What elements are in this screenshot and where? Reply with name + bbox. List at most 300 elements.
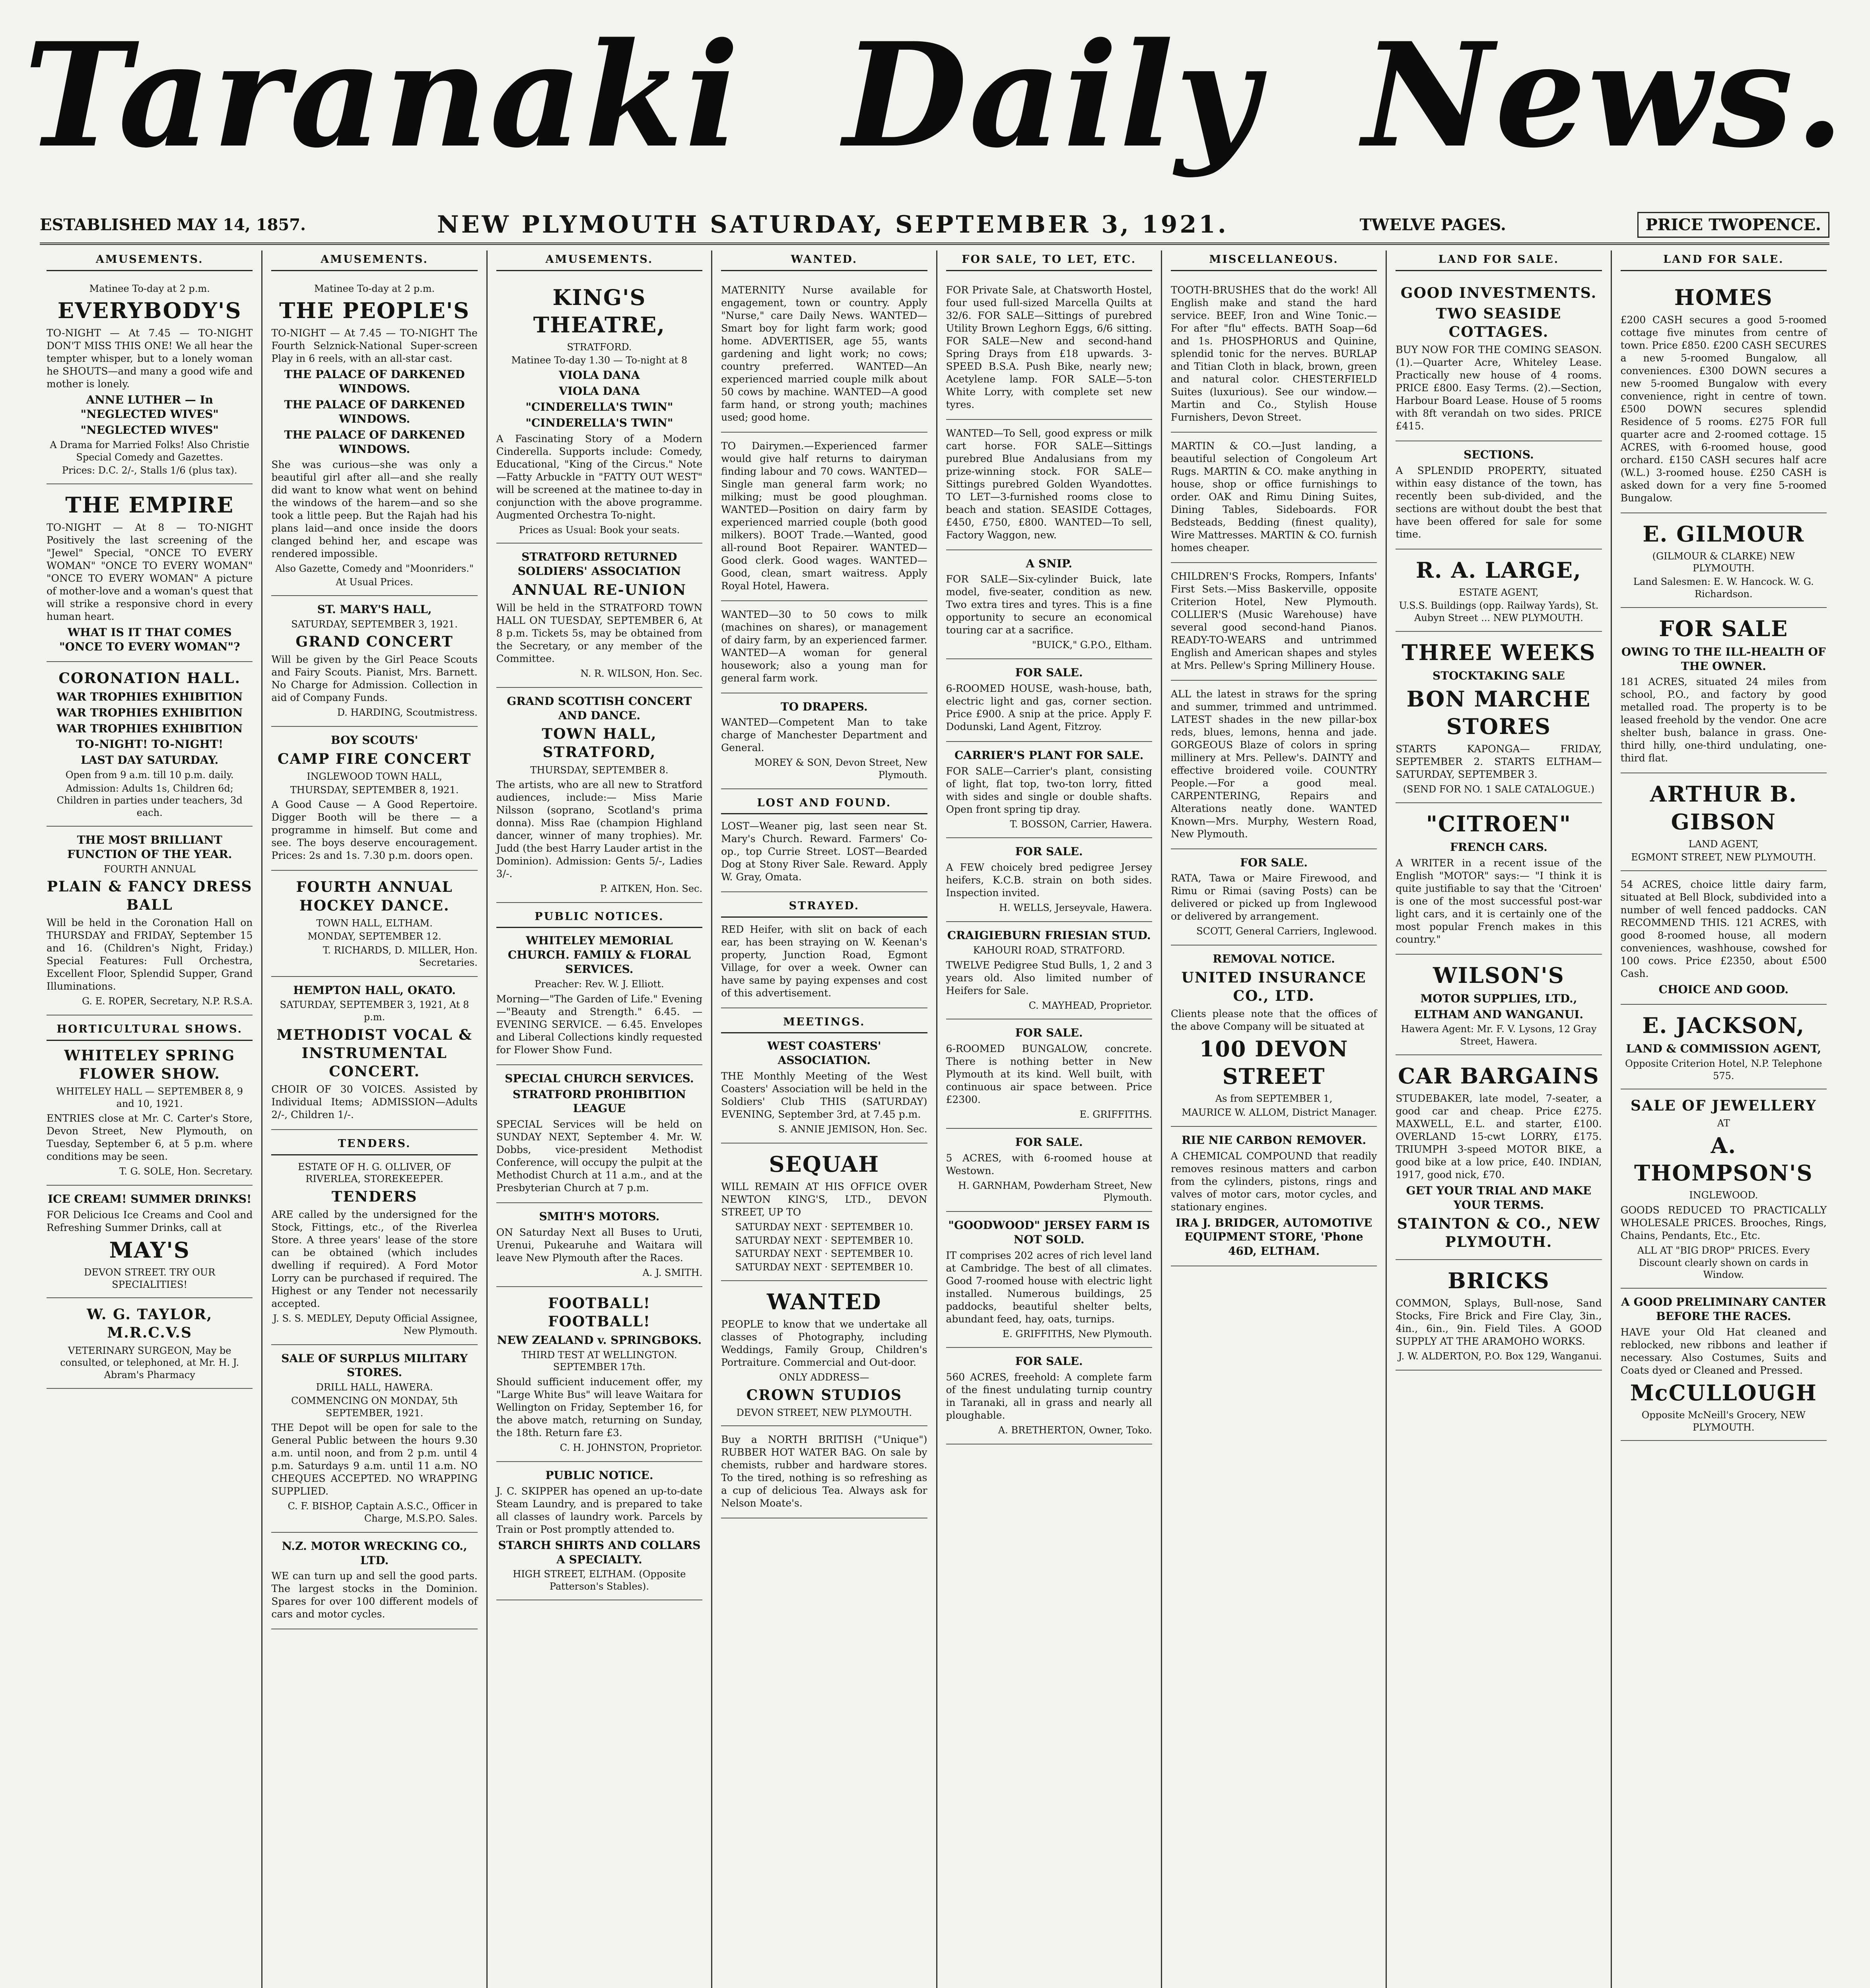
- ad-title: R. A. LARGE,: [1416, 557, 1582, 583]
- ad-head: ST. MARY'S HALL,: [317, 602, 432, 616]
- ad-signature: T. RICHARDS, D. MILLER, Hon. Secretaries.: [323, 945, 478, 968]
- ad-signature: C. F. BISHOP, Captain A.S.C., Officer in Charge, M.S.P.O. Sales.: [288, 1501, 478, 1524]
- ad-body: Should sufficient inducement offer, my "Large White Bus" will leave Waitara for Wellington on Friday, September 16, for the above match, returning on Sunday, the 18th. Return fare £3.: [496, 1376, 703, 1439]
- ad-title: WHITELEY MEMORIAL CHURCH. FAMILY & FLORAL SERVICES.: [507, 934, 691, 976]
- ad-signature: MOREY & SON, Devon Street, New Plymouth.: [754, 757, 927, 781]
- advert-bon-marche: [1396, 632, 1602, 803]
- ad-title: W. G. TAYLOR, M.R.C.V.S: [87, 1306, 213, 1342]
- advert-flower-show: [47, 1015, 253, 1186]
- ad-date: SATURDAY, SEPTEMBER 3, 1921, At 8 p.m.: [280, 999, 469, 1023]
- ad-signature: J. S. S. MEDLEY, Deputy Official Assignee, New Plymouth.: [273, 1313, 478, 1336]
- ad-agent: Hawera Agent: Mr. F. V. Lysons, 12 Gray Street, Hawera.: [1401, 1023, 1597, 1047]
- ad-title: SALE OF JEWELLERY: [1631, 1097, 1817, 1114]
- advert-coronation-hall: [47, 662, 253, 827]
- ad-title: E. GILMOUR: [1643, 521, 1805, 547]
- ad-body: TWELVE Pedigree Stud Bulls, 1, 2 and 3 years old. Also limited number of Heifers for Sale.: [946, 959, 1152, 996]
- advert-kings-theatre: [496, 277, 702, 544]
- ad-preacher: Preacher: Rev. W. J. Elliott.: [535, 978, 664, 990]
- ad-head: REMOVAL NOTICE.: [1213, 952, 1335, 966]
- ad-head: SPECIAL CHURCH SERVICES.: [505, 1072, 694, 1085]
- advert-buick: [946, 550, 1152, 660]
- ad-body: CHILDREN'S Frocks, Rompers, Infants' First Sets.—Miss Baskerville, opposite Criterion Hotel, New Plymouth. COLLIER'S (Music Warehouse) have several good second-hand Pianos. READY-TO-WEARS and untrimmed English and American shapes and styles at Mrs. Pellew's Spring Millinery House.: [1170, 570, 1377, 671]
- ad-title: TENDERS: [331, 1188, 418, 1205]
- ad-note: ALL AT "BIG DROP" PRICES. Every Discount clearly shown on cards in Window.: [1637, 1245, 1810, 1281]
- ad-prices: Prices as Usual: Book your seats.: [519, 524, 680, 536]
- ad-head: RIE NIE CARBON REMOVER.: [1182, 1133, 1367, 1147]
- advert-whiteley-church: [496, 903, 702, 1065]
- ad-body: Morning—"The Garden of Life." Evening—"Beauty and Strength." 6.45. — EVENING SERVICE. — 6.45. Envelopes and Liberal Collections kindly requested for Flower Show Fund.: [496, 993, 703, 1056]
- masthead-word-3: News.: [1362, 11, 1846, 179]
- ad-body: TO-NIGHT — At 8 — TO-NIGHT Positively the last screening of the "Jewel" Special, "ONCE TO EVERY WOMAN" "ONCE TO EVERY WOMAN" "ONCE TO EVERY WOMAN" A picture of mother-love and a woman's quest that will strike a responsive chord in every human heart.: [47, 522, 253, 623]
- ad-body: RATA, Tawa or Maire Firewood, and Rimu or Rimai (saving Posts) can be delivered or picked up from Inglewood or delivered by arrangement.: [1170, 872, 1377, 922]
- ad-body: A CHEMICAL COMPOUND that readily removes resinous matters and carbon from the cylinders, pistons, rings and valves of motor cars, motor cycles, and stationary engines.: [1170, 1150, 1377, 1213]
- ad-feature: "NEGLECTED WIVES": [80, 423, 219, 437]
- ad-date: COMMENCING ON MONDAY, 5th SEPTEMBER, 1921.: [291, 1395, 458, 1419]
- masthead: [24, 8, 1846, 183]
- ad-body: COMMON, Splays, Bull-nose, Sand Stocks, Fire Brick and Fire Clay, 3in., 4in., 6in., 9in. Field Tiles. A GOOD SUPPLY AT THE ARAMOHO WORKS.: [1396, 1297, 1602, 1347]
- ad-body: WE can turn up and sell the good parts. The largest stocks in the Dominion. Spares for over 100 different models of cars and motor cycles.: [271, 1570, 478, 1620]
- section-strayed: [721, 892, 927, 1008]
- ad-signature: "BUICK," G.P.O., Eltham.: [1032, 639, 1152, 651]
- ad-date: SATURDAY, SEPTEMBER 3, 1921.: [291, 618, 458, 630]
- advert-st-marys: [271, 596, 477, 727]
- section-meetings: [721, 1008, 927, 1143]
- ad-body: HAVE your Old Hat cleaned and reblocked, new ribbons and leather if necessary. Also Costumes, Suits and Coats dyed or Cleaned and Pressed.: [1620, 1326, 1827, 1376]
- ad-sub: FOURTH ANNUAL: [103, 863, 196, 875]
- ad-test: THIRD TEST AT WELLINGTON. SEPTEMBER 17th.: [521, 1349, 677, 1373]
- price-label: PRICE TWOPENCE.: [1637, 212, 1829, 238]
- ad-date: THURSDAY, SEPTEMBER 8.: [530, 764, 669, 776]
- established-label: ESTABLISHED MAY 14, 1857.: [40, 215, 306, 234]
- ad-signature: J. W. ALDERTON, P.O. Box 129, Wanganui.: [1398, 1350, 1602, 1362]
- ad-play: "CINDERELLA'S TWIN": [525, 416, 673, 429]
- ad-head: SMITH'S MOTORS.: [539, 1210, 660, 1223]
- ad-body: A Good Cause — A Good Repertoire. Digger Booth will be there — a programme in himself. But come and see. The boys deserve encouragement. Prices: 2s and 1s. 7.30 p.m. doors open.: [271, 799, 478, 862]
- advert-gilmour: [1621, 513, 1827, 608]
- ad-also: Also Gazette, Comedy and "Moonriders.": [275, 563, 474, 575]
- ad-body: TO-NIGHT — At 7.45 — TO-NIGHT The Fourth Selznick-National Super-screen Play in 6 reels, with an all-star cast.: [271, 327, 478, 365]
- ad-body: VETERINARY SURGEON, May be consulted, or telephoned, at Mr. H. J. Abram's Pharmacy: [60, 1345, 239, 1380]
- ad-note: (SEND FOR NO. 1 SALE CATALOGUE.): [1403, 784, 1595, 795]
- ad-address: U.S.S. Buildings (opp. Railway Yards), St. Aubyn Street ... NEW PLYMOUTH.: [1399, 600, 1599, 624]
- ad-signature: G. E. ROPER, Secretary, N.P. R.S.A.: [82, 996, 253, 1007]
- ad-headline: WAR TROPHIES EXHIBITION: [56, 706, 243, 719]
- ad-hall: INGLEWOOD TOWN HALL,: [307, 771, 442, 782]
- column-heading: AMUSEMENTS.: [47, 250, 253, 271]
- ad-last-day: LAST DAY SATURDAY.: [81, 753, 219, 767]
- ad-title: CAMP FIRE CONCERT: [277, 750, 472, 767]
- ad-title: "CITROEN": [1426, 811, 1571, 837]
- advert-motor-wrecking: [271, 1533, 477, 1630]
- ad-estate: ESTATE OF H. G. OLLIVER, OF RIVERLEA, STOREKEEPER.: [298, 1161, 451, 1185]
- ad-date: THURSDAY, SEPTEMBER 8, 1921.: [290, 784, 459, 796]
- ad-feature: ANNE LUTHER — In "NEGLECTED WIVES": [80, 393, 219, 421]
- ad-sub: MOTOR SUPPLIES, LTD.,: [1420, 992, 1577, 1005]
- dateline: [40, 207, 1829, 245]
- masthead-word-2: Daily: [843, 11, 1260, 179]
- classified-misc-3: [1171, 563, 1377, 681]
- ad-title: WILSON'S: [1433, 962, 1565, 988]
- advert-goodwood-farm: [946, 1212, 1152, 1348]
- ad-body: 6-ROOMED HOUSE, wash-house, bath, electric light and gas, corner section. Price £900. A snip at the price. Apply F. Dodunski, Land Agent, Fitzroy.: [946, 682, 1152, 732]
- ad-headline: WAR TROPHIES EXHIBITION: [56, 690, 243, 703]
- ad-feature: THE PALACE OF DARKENED WINDOWS.: [284, 368, 465, 396]
- advert-hot-water-bag: [721, 1426, 927, 1518]
- advert-smiths-motors: [496, 1203, 702, 1287]
- advert-for-sale-181: [1621, 608, 1827, 774]
- ad-signature: D. HARDING, Scoutmistress.: [337, 707, 478, 718]
- advert-removal-notice: [1171, 945, 1377, 1127]
- advert-house: [946, 659, 1152, 742]
- ad-address: DEVON STREET. TRY OUR SPECIALITIES!: [84, 1266, 216, 1290]
- ad-desc: A Fascinating Story of a Modern Cinderella. Supports include: Comedy, Educational, "King of the Circus." Note—Fatty Arbuckle in "FATTY OUT WEST" will be screened at the matinee to-day in conjunction with the above programme. Augmented Orchestra To-night.: [496, 433, 703, 521]
- advert-carbon-remover: [1171, 1127, 1377, 1266]
- masthead-word-1: Taranaki: [24, 11, 741, 179]
- ad-desc: She was curious—she was only a beautiful girl after all—and she really did want to know what went on behind the windows of the harem—and so she took a little peep. But the Rajah had his plans laid—and once inside the doors clanged behind her, and escape was rendered impossible.: [271, 459, 478, 560]
- ad-body: TOOTH-BRUSHES that do the work! All English make and stand the hard service. BEEF, Iron and Wine Tonic.—For after "flu" effects. BATH Soap—6d and 1s. PHOSPHORUS and Quinine, splendid tonic for the nerves. BURLAP and Titian Cloth in black, brown, green and natural color. CHESTERFIELD Suites (luxurious). See our window.—Martin and Co., Stylish House Furnishers, Devon Street.: [1170, 284, 1377, 423]
- ad-body: The artists, who are all new to Stratford audiences, include:— Miss Marie Nilsson (soprano, Scotland's prima donna). Miss Rae (champion Highland dancer, winner of many trophies). Mr. Judd (the best Harry Lauder artist in the Dominion). Admission: Gents 5/-, Ladies 3/-.: [496, 779, 703, 880]
- ad-signature: MAURICE W. ALLOM, District Manager.: [1182, 1107, 1377, 1118]
- ad-head: PUBLIC NOTICE.: [545, 1468, 653, 1482]
- ad-title: WEST COASTERS' ASSOCIATION.: [767, 1039, 881, 1067]
- ad-cta: GET YOUR TRIAL AND MAKE YOUR TERMS.: [1406, 1184, 1592, 1211]
- ad-body: A SPLENDID PROPERTY, situated within easy distance of the town, has recently been sub-divided, and the sections are without doubt the best that have been offered for sale for some time.: [1396, 464, 1602, 540]
- ad-signature: E. GRIFFITHS, New Plymouth.: [1002, 1328, 1152, 1340]
- ad-title: WHITELEY SPRING FLOWER SHOW.: [64, 1047, 235, 1082]
- ad-body: 560 ACRES, freehold: A complete farm of the finest undulating turnip country in Taranaki, all in grass and nearly all ploughable.: [946, 1371, 1152, 1421]
- ad-head: SALE OF SURPLUS MILITARY STORES.: [281, 1351, 468, 1379]
- advert-citroen: [1396, 803, 1602, 955]
- ad-sub: TWO SEASIDE COTTAGES.: [1436, 305, 1562, 340]
- ad-body: STARTS KAPONGA— FRIDAY, SEPTEMBER 2. STARTS ELTHAM— SATURDAY, SEPTEMBER 3.: [1396, 743, 1602, 780]
- ad-sub: STOCKTAKING SALE: [1433, 669, 1565, 682]
- ad-address: Opposite Criterion Hotel, N.P. Telephone 575.: [1625, 1058, 1822, 1081]
- ad-choice: CHOICE AND GOOD.: [1658, 983, 1789, 996]
- ad-open: Open from 9 a.m. till 10 p.m. daily.: [65, 769, 234, 780]
- ad-title: CAR BARGAINS: [1398, 1063, 1600, 1089]
- ad-body: ALL the latest in straws for the spring and summer, trimmed and untrimmed. LATEST shades in the new pillar-box reds, blues, lemons, henna and jade. GORGEOUS Blaze of colors in spring millinery at Mrs. Pellew's. DAINTY and effective broidered voile. COUNTRY People.—For a good meal. CARPENTERING, Repairs and Alterations neatly done. WANTED Known—Mrs. Murphy, Western Road, New Plymouth.: [1170, 688, 1377, 840]
- ad-prices: Prices: D.C. 2/-, Stalls 1/6 (plus tax).: [62, 465, 237, 476]
- ad-head: A GOOD PRELIMINARY CANTER BEFORE THE RACES.: [1621, 1295, 1826, 1323]
- ad-title: BRICKS: [1448, 1268, 1550, 1293]
- section-heading: MEETINGS.: [721, 1013, 927, 1034]
- ad-address: HIGH STREET, ELTHAM. (Opposite Patterson's Stables).: [513, 1569, 686, 1592]
- ad-name: CROWN STUDIOS: [746, 1386, 902, 1404]
- ad-dates: SATURDAY NEXT · SEPTEMBER 10.: [735, 1221, 914, 1233]
- classified-misc-1: [1171, 277, 1377, 433]
- ad-body: ON Saturday Next all Buses to Uruti, Urenui, Pukearuhe and Waitara will leave New Plymouth after the Races.: [496, 1227, 703, 1264]
- ad-body: STUDEBAKER, late model, 7-seater, a good car and cheap. Price £275. MAXWELL, E.L. and starter, £100. OVERLAND 15-cwt LORRY, £175. TRIUMPH 3-speed MOTOR BIKE, a good bike at a low price, £40. INDIAN, 1917, good nick, £70.: [1396, 1093, 1602, 1180]
- classified-wanted-2: [721, 433, 927, 601]
- ad-name: A. THOMPSON'S: [1634, 1133, 1813, 1186]
- ad-signature: STAINTON & CO., NEW PLYMOUTH.: [1397, 1215, 1601, 1250]
- ad-title: FOR SALE: [1659, 615, 1788, 641]
- ad-body: THE Depot will be open for sale to the General Public between the hours 9.30 a.m. until noon, and from 2 p.m. until 4 p.m. Saturdays 9 a.m. until 11 a.m. NO CHEQUES ACCEPTED. NO WRAPPING SUPPLIED.: [271, 1422, 478, 1497]
- advert-friesian-stud: [946, 922, 1152, 1019]
- ad-head: HEMPTON HALL, OKATO.: [293, 983, 456, 997]
- classified-misc-4: [1171, 681, 1377, 849]
- advert-homes: [1621, 277, 1827, 513]
- ad-from: As from SEPTEMBER 1,: [1215, 1093, 1333, 1105]
- advert-peoples: [271, 277, 477, 596]
- ad-body: Buy a NORTH BRITISH ("Unique") RUBBER HOT WATER BAG. On sale by chemists, rubber and hardware stores. To the tired, nothing is so refreshing as a cup of delicious Tea. Always ask for Nelson Moate's.: [721, 1434, 927, 1509]
- advert-bungalow: [946, 1019, 1152, 1129]
- ad-signature: A. J. SMITH.: [642, 1267, 703, 1278]
- advert-drapers: [721, 693, 927, 789]
- ad-head: FOR SALE.: [1015, 666, 1083, 679]
- ad-body: BUY NOW FOR THE COMING SEASON. (1).—Quarter Acre, Whiteley Lease. Practically new house of 4 rooms. PRICE £800. Easy Terms. (2).—Section, Harbour Board Lease. House of 5 rooms with 8ft verandah on two sides. PRICE £415.: [1396, 344, 1602, 432]
- column-6: [1162, 250, 1387, 1988]
- ad-date: WHITELEY HALL — SEPTEMBER 8, 9 and 10, 1921.: [56, 1085, 243, 1109]
- ad-title: GRAND CONCERT: [295, 633, 453, 650]
- ad-hall: TOWN HALL, ELTHAM.: [316, 917, 433, 929]
- ad-signature: H. GARNHAM, Powderham Street, New Plymouth.: [958, 1180, 1152, 1204]
- ad-sub: A Drama for Married Folks! Also Christie Special Comedy and Gazettes.: [50, 439, 249, 463]
- ad-title: TOWN HALL, STRATFORD,: [542, 726, 657, 761]
- ad-head: A SNIP.: [1026, 557, 1072, 570]
- advert-prohibition-league: [496, 1065, 702, 1203]
- ad-body: 5 ACRES, with 6-roomed house at Westown.: [946, 1152, 1152, 1176]
- ad-title: THE PEOPLE'S: [279, 298, 470, 324]
- ad-sub: FRENCH CARS.: [1450, 840, 1547, 854]
- ad-head: TO DRAPERS.: [780, 700, 868, 713]
- ad-body: SPECIAL Services will be held on SUNDAY NEXT, September 4. Mr. W. Dobbs, vice-president Methodist Conference, will occupy the pulpit at the Methodist Church at 11 a.m., and at the Presbyterian Church at 7 p.m.: [496, 1118, 703, 1194]
- ad-body: Will be given by the Girl Peace Scouts and Fairy Scouts. Pianist, Mrs. Barnett. No Charge for Admission. Collection in aid of Company Funds.: [271, 654, 478, 704]
- advert-mays: [47, 1186, 253, 1298]
- ad-body: LOST—Weaner pig, last seen near St. Mary's Church. Reward. Farmers' Co-op., top Currie Street. LOST—Bearded Dog at Stony River Sale. Reward. Apply W. Gray, Omata.: [721, 820, 927, 883]
- advert-fancy-dress-ball: [47, 827, 253, 1015]
- ad-play: "CINDERELLA'S TWIN": [525, 400, 673, 414]
- section-heading: HORTICULTURAL SHOWS.: [47, 1020, 253, 1041]
- ad-address: Opposite McNeill's Grocery, NEW PLYMOUTH.: [1641, 1409, 1806, 1433]
- ad-sub: LAND AGENT,: [1688, 838, 1759, 850]
- ad-signature: SCOTT, General Carriers, Inglewood.: [1196, 926, 1377, 937]
- ad-hall: DRILL HALL, HAWERA.: [316, 1382, 433, 1393]
- ad-signature: A. BRETHERTON, Owner, Toko.: [998, 1425, 1152, 1436]
- advert-westown: [946, 1129, 1152, 1212]
- ad-sub: ESTATE AGENT,: [1458, 586, 1539, 598]
- section-lost-found: [721, 789, 927, 893]
- section-heading: LOST AND FOUND.: [721, 794, 927, 815]
- ad-title: CORONATION HALL.: [58, 670, 241, 687]
- ad-signature: H. WELLS, Jerseyvale, Hawera.: [999, 902, 1152, 914]
- ad-head: FOR SALE.: [1015, 1026, 1083, 1040]
- ad-body: FOR SALE—Carrier's plant, consisting of light, flat top, two-ton lorry, fitted with sides and single or double shafts. Open front spring tip dray.: [946, 765, 1152, 815]
- ad-staff: Land Salesmen: E. W. Hancock. W. G. Richardson.: [1633, 576, 1814, 600]
- ad-body: FOR Delicious Ice Creams and Cool and Refreshing Summer Drinks, call at: [47, 1209, 253, 1233]
- ad-time: Matinee To-day 1.30 — To-night at 8: [511, 355, 688, 366]
- ad-body: 54 ACRES, choice little dairy farm, situated at Bell Block, subdivided into a number of well fenced paddocks. CAN RECOMMEND THIS. 121 ACRES, with good 8-roomed house, all modern conveniences, washhouse, cowshed for 100 cows. Price £2350, about £500 Cash.: [1620, 879, 1827, 980]
- ad-title: GOOD INVESTMENTS.: [1400, 284, 1597, 301]
- ad-head: GRAND SCOTTISH CONCERT AND DANCE.: [507, 694, 692, 722]
- advert-football: [496, 1287, 702, 1462]
- advert-wilsons: [1396, 955, 1602, 1055]
- ad-signature: S. ANNIE JEMISON, Hon. Sec.: [778, 1124, 927, 1135]
- ad-sub: OWING TO THE ILL-HEALTH OF THE OWNER.: [1621, 645, 1826, 673]
- ad-body: ENTRIES close at Mr. C. Carter's Store, Devon Street, New Plymouth, on Tuesday, September 6, at 5 p.m. where conditions may be seen.: [47, 1112, 253, 1163]
- ad-title: KAHOURI ROAD, STRATFORD.: [973, 944, 1125, 956]
- advert-bricks: [1396, 1260, 1602, 1371]
- ad-prices: At Usual Prices.: [336, 577, 413, 588]
- classified-misc-2: [1171, 433, 1377, 563]
- ad-sub: LAND & COMMISSION AGENT,: [1626, 1042, 1821, 1055]
- column-heading: WANTED.: [721, 250, 927, 271]
- ad-body: WANTED—Competent Man to take charge of Manchester Department and General.: [721, 716, 927, 754]
- ad-title: SEQUAH: [769, 1151, 880, 1177]
- ad-name: McCULLOUGH: [1630, 1380, 1817, 1406]
- ad-title: ARTHUR B. GIBSON: [1650, 781, 1797, 835]
- ad-signature: C. H. JOHNSTON, Proprietor.: [560, 1442, 703, 1454]
- ad-body: FOR SALE—Six-cylinder Buick, late model, five-seater, condition as new. Two extra tires and tyres. This is a fine opportunity to secure an economical touring car at a sacrifice.: [946, 573, 1152, 636]
- ad-feature: VIOLA DANA: [559, 369, 640, 382]
- ad-head: FOR SALE.: [1240, 856, 1308, 869]
- ad-signature: N. R. WILSON, Hon. Sec.: [580, 668, 703, 679]
- advert-firewood: [1171, 849, 1377, 946]
- ad-dates: SATURDAY NEXT · SEPTEMBER 10.: [735, 1235, 914, 1246]
- ad-admission: Admission: Adults 1s, Children 6d; Children in parties under teachers, 3d each.: [56, 782, 243, 819]
- ad-body: Clients please note that the offices of the above Company will be situated at: [1170, 1008, 1377, 1033]
- ad-town: STRATFORD.: [567, 341, 632, 353]
- ad-title: UNITED INSURANCE CO., LTD.: [1181, 969, 1367, 1004]
- column-heading: MISCELLANEOUS.: [1171, 250, 1377, 271]
- ad-head: SECTIONS.: [1464, 448, 1534, 461]
- ad-title: THREE WEEKS: [1402, 639, 1596, 665]
- ad-title: EVERYBODY'S: [57, 298, 242, 324]
- advert-tenders: [271, 1130, 477, 1345]
- ad-title: FOOTBALL! FOOTBALL!: [548, 1295, 651, 1330]
- advert-carrier-plant: [946, 742, 1152, 839]
- ad-at: AT: [1717, 1118, 1730, 1129]
- ad-body: 181 ACRES, situated 24 miles from school, P.O., and factory by good metalled road. The property is to be leased freehold by the vendor. One acre shelter bush, balance in grass. One-third hilly, one-third undulating, one-third flat.: [1620, 676, 1827, 764]
- place-date: NEW PLYMOUTH SATURDAY, SEPTEMBER 3, 1921.: [437, 211, 1229, 239]
- ad-dates: SATURDAY NEXT · SEPTEMBER 10.: [735, 1262, 914, 1273]
- ad-title: PLAIN & FANCY DRESS BALL: [47, 878, 253, 914]
- ad-head: N.Z. MOTOR WRECKING CO., LTD.: [282, 1539, 467, 1567]
- ad-town: ELTHAM AND WANGANUI.: [1414, 1008, 1584, 1021]
- ad-body: WILL REMAIN AT HIS OFFICE OVER NEWTON KING'S, LTD., DEVON STREET, UP TO: [721, 1180, 927, 1218]
- ad-body: RED Heifer, with slit on back of each ear, has been straying on W. Keenan's property, Junction Road, Egmont Village, for over a week. Owner can have same by paying expenses and cost of this advertisement.: [721, 923, 927, 999]
- ad-title: STRATFORD PROHIBITION LEAGUE: [513, 1087, 686, 1115]
- column-heading: AMUSEMENTS.: [496, 250, 702, 271]
- ad-tonight: TO-NIGHT! TO-NIGHT!: [76, 738, 224, 751]
- ad-title: MAY'S: [109, 1237, 190, 1263]
- classified-sale-1: [946, 277, 1152, 420]
- classified-wanted-1: [721, 277, 927, 433]
- ad-body: MARTIN & CO.—Just landing, a beautiful selection of Congoleum Art Rugs. MARTIN & CO. make anything in house, shop or office furnishings to order. OAK and Rimu Dining Suites, Dining Tables, Sideboards. FOR Bedsteads, Bedding (finest quality), Wire Mattresses. MARTIN & CO. furnish homes cheaper.: [1170, 440, 1377, 553]
- ad-head: FOR SALE.: [1015, 1135, 1083, 1149]
- ad-body: 6-ROOMED BUNGALOW, concrete. There is nothing better in New Plymouth at its kind. Well built, with continuous air space between. Price £2300.: [946, 1043, 1152, 1106]
- column-4: [712, 250, 937, 1988]
- advert-hockey-dance: [271, 871, 477, 977]
- advert-car-bargains: [1396, 1055, 1602, 1260]
- ad-signature: T. G. SOLE, Hon. Secretary.: [119, 1166, 253, 1177]
- ad-body: A WRITER in a recent issue of the English "MOTOR" says:— "I think it is quite justifiable to say that the 'Citroen' is one of the most successful post-war light cars, and it is certainly one of the most popular French makes in this country.": [1396, 857, 1602, 945]
- ad-date: MONDAY, SEPTEMBER 12.: [307, 931, 441, 942]
- advert-560-acres: [946, 1348, 1152, 1444]
- column-2: [262, 250, 487, 1988]
- ad-body: Will be held in the Coronation Hall on THURSDAY and FRIDAY, September 15 and 16. (Children's Night, Friday.) Special Features: Full Orchestra, Excellent Floor, Splendid Supper, Grand Illuminations.: [47, 917, 253, 992]
- advert-reunion: [496, 544, 702, 687]
- ad-body: WANTED—To Sell, good express or milk cart horse. FOR SALE—Sittings purebred Blue Andalusians from my prize-winning stock. FOR SALE—Sittings purebred Golden Wyandottes. TO LET—3-furnished rooms close to beach and station. SEASIDE Cottages, £450, £750, £800. WANTED—To sell, Factory Waggon, new.: [946, 427, 1152, 541]
- ad-body: £200 CASH secures a good 5-roomed cottage five minutes from centre of town. Price £850. £200 CASH SECURES a new 5-roomed Bungalow, all conveniences. £300 DOWN secures a new 5-roomed Bungalow with every convenience, right in centre of town. £500 DOWN secures splendid Residence of 5 rooms. £275 FOR full quarter acre and 2-roomed cottage. 15 ACRES, with 6-roomed house, good orchard. £150 CASH secures half acre (W.L.) 3-roomed house. £250 CASH is asked down for a very fine 5-roomed Bungalow.: [1620, 314, 1827, 504]
- ad-time: Matinee To-day at 2 p.m.: [314, 283, 435, 294]
- column-5: [937, 250, 1162, 1988]
- advert-methodist-concert: [271, 977, 477, 1130]
- column-7: [1387, 250, 1611, 1988]
- ad-title: THE EMPIRE: [65, 492, 234, 518]
- ad-sub: (GILMOUR & CLARKE) NEW PLYMOUTH.: [1652, 550, 1795, 574]
- advert-large-agent: [1396, 549, 1602, 632]
- section-heading: STRAYED.: [721, 897, 927, 918]
- ad-body: Will be held in the STRATFORD TOWN HALL ON TUESDAY, SEPTEMBER 6, At 8 p.m. Tickets 5s, may be obtained from the Secretary, or any member of the Committee.: [496, 602, 703, 664]
- ad-address: 100 DEVON STREET: [1199, 1036, 1349, 1089]
- advert-taylor: [47, 1298, 253, 1388]
- ad-signature: E. GRIFFITHS.: [1079, 1109, 1152, 1120]
- ad-head: THE MOST BRILLIANT FUNCTION OF THE YEAR.: [67, 833, 232, 861]
- ad-head: "GOODWOOD" JERSEY FARM IS NOT SOLD.: [948, 1219, 1150, 1246]
- ad-body: FOR Private Sale, at Chatsworth Hostel, four used full-sized Marcella Quilts at 32/6. FOR SALE—Sittings of purebred Utility Brown Leghorn Eggs, 6/6 sitting. FOR SALE—New and second-hand Spring Drays from £18 upwards. 3-SPEED B.S.A. Push Bike, nearly new; Acetylene lamp. FOR SALE—5-ton White Lorry, with complete set new tyres.: [946, 284, 1152, 410]
- ad-signature: P. AITKEN, Hon. Sec.: [600, 883, 703, 895]
- advert-steam-laundry: [496, 1462, 702, 1600]
- ad-body: A FEW choicely bred pedigree Jersey heifers, K.C.B. strain on both sides. Inspection invited.: [946, 862, 1152, 899]
- advert-sequah: [721, 1143, 927, 1281]
- ad-head: FOR SALE.: [1015, 845, 1083, 858]
- section-heading: TENDERS.: [271, 1135, 477, 1155]
- advert-gibson: [1621, 773, 1827, 871]
- column-heading: LAND FOR SALE.: [1621, 250, 1827, 271]
- advert-sections: [1396, 441, 1602, 549]
- column-heading: FOR SALE, TO LET, ETC.: [946, 250, 1152, 271]
- ad-body: MATERNITY Nurse available for engagement, town or country. Apply "Nurse," care Daily News. WANTED—Smart boy for light farm work; good home. ADVERTISER, age 55, wants gardening and light work; no cows; country preferred. WANTED—An experienced married couple milk about 50 cows by machine. WANTED—A good farm hand, or strong youth; machines used; good home.: [721, 284, 927, 423]
- advert-military-stores: [271, 1345, 477, 1533]
- advert-mccullough: [1621, 1289, 1827, 1441]
- ad-body: THE Monthly Meeting of the West Coasters' Association will be held in the Soldiers' Club THIS (SATURDAY) EVENING, September 3rd, at 7.45 p.m.: [721, 1070, 927, 1120]
- section-heading: PUBLIC NOTICES.: [496, 908, 702, 928]
- ad-title: WANTED: [767, 1289, 882, 1314]
- ad-title: METHODIST VOCAL & INSTRUMENTAL CONCERT.: [276, 1026, 472, 1080]
- ad-dates: SATURDAY NEXT · SEPTEMBER 10.: [735, 1248, 914, 1260]
- page-count: TWELVE PAGES.: [1359, 215, 1506, 234]
- ad-signature: IRA J. BRIDGER, AUTOMOTIVE EQUIPMENT STORE, 'Phone 46D, ELTHAM.: [1175, 1216, 1372, 1258]
- column-8: [1612, 250, 1835, 1988]
- column-heading: AMUSEMENTS.: [271, 250, 477, 271]
- ad-special: STARCH SHIRTS AND COLLARS A SPECIALTY.: [498, 1538, 701, 1566]
- ad-only: ONLY ADDRESS—: [779, 1371, 869, 1383]
- ad-signature: C. MAYHEAD, Proprietor.: [1028, 1000, 1152, 1011]
- column-1: [38, 250, 262, 1988]
- ad-title: KING'S THEATRE,: [533, 284, 666, 338]
- advert-empire: [47, 484, 253, 662]
- advert-jersey-heifers: [946, 838, 1152, 922]
- ad-body: J. C. SKIPPER has opened an up-to-date Steam Laundry, and is prepared to take all classes of laundry work. Parcels by Train or Post promptly attended to.: [496, 1485, 703, 1535]
- ad-head: CARRIER'S PLANT FOR SALE.: [954, 748, 1144, 762]
- advert-bell-block: [1621, 871, 1827, 1005]
- ad-headline: WAR TROPHIES EXHIBITION: [56, 722, 243, 735]
- ad-head: CRAIGIEBURN FRIESIAN STUD.: [947, 929, 1151, 942]
- ad-head: ICE CREAM! SUMMER DRINKS!: [48, 1192, 252, 1206]
- advert-camp-fire: [271, 727, 477, 871]
- advert-everybodys: [47, 277, 253, 484]
- classified-wanted-3: [721, 601, 927, 693]
- ad-town: INGLEWOOD.: [1689, 1190, 1758, 1201]
- ad-feature: THE PALACE OF DARKENED WINDOWS.: [284, 428, 465, 456]
- ad-time: Matinee To-day at 2 p.m.: [89, 283, 210, 294]
- ad-body: WANTED—30 to 50 cows to milk (machines on shares), or management of dairy farm, by an experienced farmer. WANTED—A woman for general housework; also a young man for general farm work.: [721, 608, 927, 684]
- ad-head: STRATFORD RETURNED SOLDIERS' ASSOCIATION: [517, 550, 681, 578]
- ad-title: HOMES: [1674, 284, 1773, 310]
- ad-head: FOR SALE.: [1015, 1355, 1083, 1368]
- ad-head: BOY SCOUTS': [330, 734, 418, 747]
